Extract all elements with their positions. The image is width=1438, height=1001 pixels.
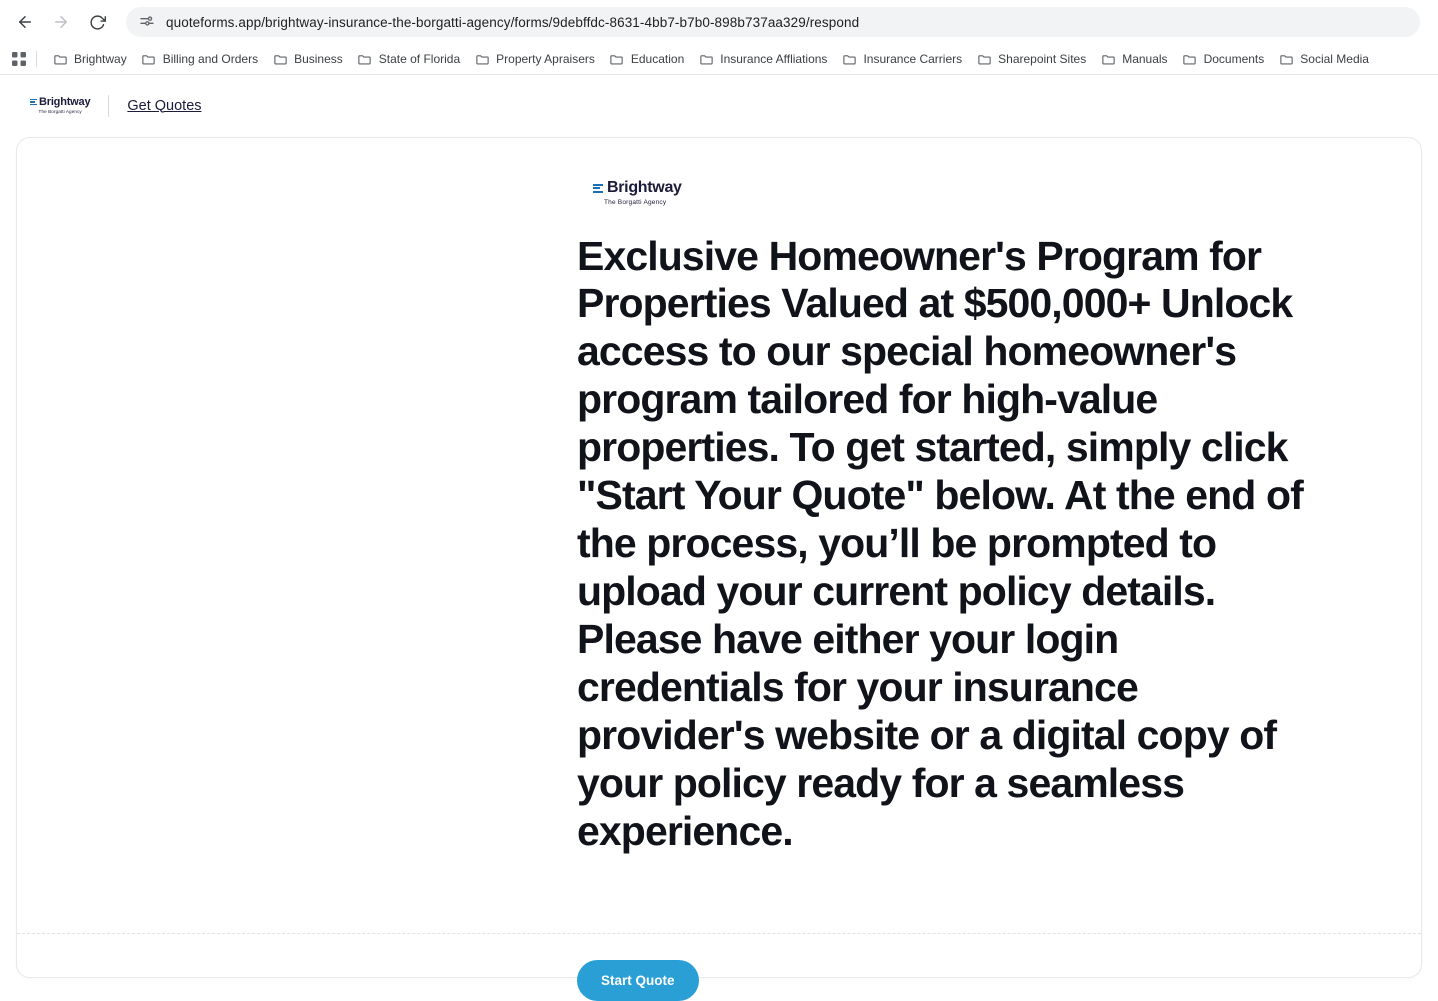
- logo-bars-icon: [30, 99, 37, 106]
- bookmark-label: Insurance Carriers: [863, 52, 963, 66]
- bookmark-item[interactable]: [45, 48, 134, 70]
- apps-grid-icon[interactable]: [6, 47, 32, 71]
- header-divider: [108, 95, 109, 117]
- bookmark-item[interactable]: [467, 48, 602, 70]
- folder-icon: [1182, 51, 1198, 67]
- bookmark-item[interactable]: [834, 48, 969, 70]
- form-content: [577, 180, 1317, 856]
- folder-icon: [609, 51, 625, 67]
- bookmark-label: Business: [294, 52, 343, 66]
- bookmark-item[interactable]: [350, 48, 467, 70]
- cta-row: [577, 960, 699, 1001]
- bookmark-label: Documents: [1203, 52, 1265, 66]
- url-text: quoteforms.app/brightway-insurance-the-borgatti-agency/forms/9debffdc-8631-4bb7-b7b0-898b737aa329/respond: [166, 14, 860, 30]
- bookmark-label: Property Apraisers: [496, 52, 595, 66]
- bookmark-item[interactable]: [134, 48, 265, 70]
- brand-tagline: The Borgatti Agency: [38, 108, 82, 114]
- bookmark-label: Billing and Orders: [162, 52, 259, 66]
- folder-icon: [1278, 51, 1294, 67]
- back-arrow-icon[interactable]: [10, 7, 40, 37]
- form-brand-name: Brightway: [607, 179, 682, 196]
- logo-bars-icon: [593, 184, 603, 193]
- address-bar[interactable]: [126, 7, 1420, 37]
- folder-icon: [141, 51, 157, 67]
- bookmarks-divider: [36, 51, 37, 67]
- site-settings-icon[interactable]: [138, 13, 156, 31]
- bookmark-item[interactable]: [691, 48, 834, 70]
- bookmark-label: Manuals: [1122, 52, 1168, 66]
- bookmark-item[interactable]: [602, 48, 691, 70]
- form-card-body: [17, 138, 1421, 988]
- folder-icon: [52, 51, 68, 67]
- bookmark-label: Brightway: [74, 52, 127, 66]
- brightway-logo[interactable]: [30, 97, 90, 115]
- page-content: [0, 75, 1438, 988]
- bookmark-label: State of Florida: [378, 52, 461, 66]
- browser-chrome: [0, 0, 1438, 75]
- bookmark-label: Sharepoint Sites: [998, 52, 1087, 66]
- bookmark-item[interactable]: [969, 48, 1093, 70]
- forward-arrow-icon[interactable]: [46, 7, 76, 37]
- bookmarks-bar: [0, 44, 1438, 74]
- brand-name: Brightway: [39, 95, 91, 108]
- form-headline: Exclusive Homeowner's Program for Properties Valued at $500,000+ Unlock access to our special homeowner's program tailored for high-value properties. To get started, simply click "Start Your Quote" below. At the end of the process, you’ll be prompted to upload your current policy details. Please have either your login credentials for your insurance provider's website or a digital copy of your policy ready for a seamless experience.: [577, 232, 1303, 855]
- folder-icon: [357, 51, 373, 67]
- folder-icon: [1100, 51, 1116, 67]
- bookmark-item[interactable]: [265, 48, 350, 70]
- folder-icon: [698, 51, 714, 67]
- folder-icon: [474, 51, 490, 67]
- bookmark-label: Insurance Affliations: [720, 52, 828, 66]
- bookmark-item[interactable]: [1175, 48, 1272, 70]
- folder-icon: [976, 51, 992, 67]
- reload-icon[interactable]: [82, 7, 112, 37]
- bookmark-label: Social Media: [1300, 52, 1369, 66]
- start-quote-button[interactable]: Start Quote: [577, 960, 699, 1001]
- nav-link-get-quotes[interactable]: Get Quotes: [127, 97, 202, 114]
- folder-icon: [272, 51, 288, 67]
- form-brand-tagline: The Borgatti Agency: [604, 199, 667, 206]
- form-card: [16, 137, 1422, 988]
- bookmark-label: Education: [630, 52, 685, 66]
- section-divider: [17, 933, 1421, 934]
- bookmark-item[interactable]: [1093, 48, 1174, 70]
- browser-toolbar: [0, 0, 1438, 44]
- folder-icon: [841, 51, 857, 67]
- site-header: [0, 75, 1438, 137]
- form-brightway-logo: [593, 180, 1317, 207]
- bookmark-item[interactable]: [1271, 48, 1376, 70]
